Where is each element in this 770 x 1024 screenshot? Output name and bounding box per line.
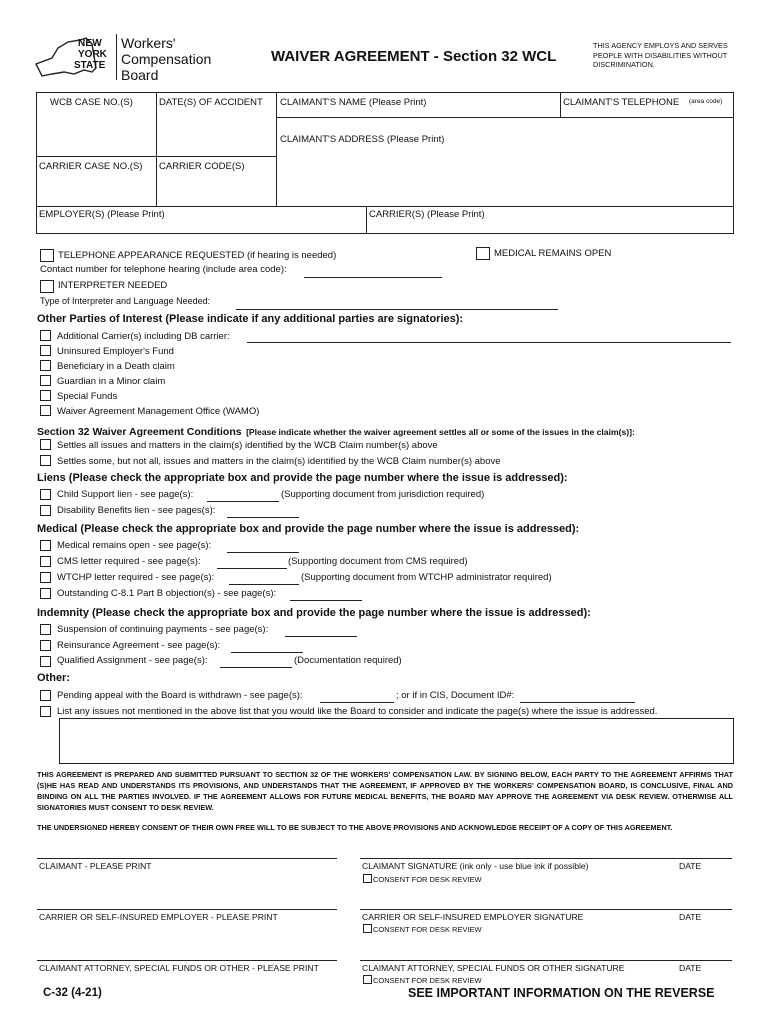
db-carrier-input[interactable]	[247, 342, 731, 343]
other-party-label-6: Waiver Agreement Management Office (WAMO)	[57, 406, 260, 417]
cis-document-input[interactable]	[520, 702, 635, 703]
child-support-page-input[interactable]	[207, 501, 279, 502]
attorney-signature-line[interactable]	[360, 960, 732, 961]
claimant-desk-review-checkbox[interactable]	[363, 874, 372, 883]
nys-logo	[34, 34, 116, 82]
carrier-date-label: DATE	[679, 912, 702, 922]
consent-paragraph: THE UNDERSIGNED HEREBY CONSENT OF THEIR OWN FREE WILL TO BE SUBJECT TO THE ABOVE PROVISIONS AND ACKNOWLEDGE RECEIPT OF A COPY OF THIS AGREEMENT.	[37, 823, 673, 832]
disability-lien-label: Disability Benefits lien - see pages(s):	[57, 505, 216, 516]
telephone-appearance-label: TELEPHONE APPEARANCE REQUESTED (if hearing is needed)	[58, 250, 337, 261]
wtchp-letter-note: (Supporting document from WTCHP administrator required)	[301, 572, 552, 583]
settles-all-checkbox[interactable]	[40, 439, 51, 450]
pending-appeal-label: Pending appeal with the Board is withdrawn - see page(s):	[57, 690, 303, 701]
attorney-desk-review-label: CONSENT FOR DESK REVIEW	[373, 976, 482, 985]
top-table	[36, 92, 734, 234]
date-accident-label: DATE(S) OF ACCIDENT	[159, 97, 263, 108]
other-party-checkbox-3[interactable]	[40, 360, 51, 371]
legal-paragraph: THIS AGREEMENT IS PREPARED AND SUBMITTED PURSUANT TO SECTION 32 OF THE WORKERS' COMPENSATION LAW. BY SIGNING BELOW, EACH PARTY TO THE AGREEMENT AFFIRMS THAT (S)HE HAS READ AND UNDERSTANDS ITS PROVISIONS, AND UNDERSTANDS THAT THE AGREEMENT, IF APPROVED BY THE WORKERS' COMPENSATION BOARD, IS CONCLUSIVE, FINAL AND BINDING ON ALL THE PARTIES INVOLVED. IF THE AGREEMENT ALLOWS FOR FUTURE MEDICAL BENEFITS, THE BOARD MAY APPROVE THE AGREEMENT VIA DESK REVIEW. OTHERWISE ALL SIGNATORIES MUST CONSENT TO DESK REVIEW.	[37, 770, 733, 812]
suspension-page-input[interactable]	[285, 636, 357, 637]
other-party-label-4: Guardian in a Minor claim	[57, 376, 166, 387]
interpreter-checkbox[interactable]	[40, 280, 54, 293]
other-heading: Other:	[37, 672, 70, 684]
claimant-address-field[interactable]	[276, 117, 734, 206]
disability-lien-page-input[interactable]	[227, 517, 299, 518]
claimant-address-label: CLAIMANT'S ADDRESS (Please Print)	[280, 134, 445, 145]
agency-name-line-1: Workers'	[121, 35, 176, 51]
conditions-heading-rest: [Please indicate whether the waiver agreement settles all or some of the issues in the claim(s)]:	[246, 427, 635, 437]
interpreter-type-input[interactable]	[236, 309, 558, 310]
disclaimer-line-3: DISCRIMINATION.	[593, 60, 655, 69]
carrier-code-field[interactable]	[156, 156, 276, 206]
other-party-label-1: Additional Carrier(s) including DB carrier:	[57, 331, 230, 342]
other-parties-heading: Other Parties of Interest (Please indicate if any additional parties are signatories):	[37, 313, 464, 325]
other-party-checkbox-5[interactable]	[40, 390, 51, 401]
suspension-checkbox[interactable]	[40, 624, 51, 635]
qualified-assignment-note: (Documentation required)	[294, 655, 402, 666]
form-number: C-32 (4-21)	[43, 987, 102, 999]
medical-heading: Medical (Please check the appropriate box and provide the page number where the issue is addressed):	[37, 523, 580, 535]
reinsurance-label: Reinsurance Agreement - see page(s):	[57, 640, 221, 651]
agency-name	[121, 35, 211, 83]
carrier-print-label: CARRIER OR SELF-INSURED EMPLOYER - PLEASE PRINT	[39, 912, 278, 922]
reinsurance-checkbox[interactable]	[40, 640, 51, 651]
qualified-assignment-label: Qualified Assignment - see page(s):	[57, 655, 208, 666]
disclaimer-line-1: THIS AGENCY EMPLOYS AND SERVES	[593, 41, 728, 50]
child-support-checkbox[interactable]	[40, 489, 51, 500]
issues-textarea[interactable]	[59, 718, 734, 764]
carrier-field[interactable]	[366, 206, 734, 234]
c81-objection-checkbox[interactable]	[40, 588, 51, 599]
c81-objection-page-input[interactable]	[290, 600, 362, 601]
wtchp-letter-page-input[interactable]	[229, 584, 299, 585]
reinsurance-page-input[interactable]	[231, 652, 303, 653]
attorney-signature-label: CLAIMANT ATTORNEY, SPECIAL FUNDS OR OTHER SIGNATURE	[362, 963, 625, 973]
indemnity-heading: Indemnity (Please check the appropriate box and provide the page number where the issue is addressed):	[37, 607, 591, 619]
logo-line-2: YORK	[78, 49, 107, 60]
medical-open-page-checkbox[interactable]	[40, 540, 51, 551]
claimant-signature-label: CLAIMANT SIGNATURE (ink only - use blue ink if possible)	[362, 861, 589, 871]
cms-letter-note: (Supporting document from CMS required)	[288, 556, 468, 567]
liens-heading: Liens (Please check the appropriate box and provide the page number where the issue is addressed):	[37, 472, 568, 484]
carrier-label: CARRIER(S) (Please Print)	[369, 209, 485, 220]
employer-label: EMPLOYER(S) (Please Print)	[39, 209, 165, 220]
carrier-case-field[interactable]	[36, 156, 156, 206]
claimant-phone-field[interactable]	[560, 92, 734, 117]
interpreter-type-label: Type of Interpreter and Language Needed:	[40, 296, 211, 306]
cms-letter-label: CMS letter required - see page(s):	[57, 556, 201, 567]
medical-open-label: MEDICAL REMAINS OPEN	[494, 248, 612, 259]
qualified-assignment-page-input[interactable]	[220, 667, 292, 668]
logo-divider	[116, 34, 117, 80]
employer-field[interactable]	[36, 206, 366, 234]
other-party-label-2: Uninsured Employer's Fund	[57, 346, 174, 357]
wcb-case-field[interactable]	[36, 92, 156, 156]
other-party-label-5: Special Funds	[57, 391, 118, 402]
reverse-note: SEE IMPORTANT INFORMATION ON THE REVERSE	[408, 986, 715, 1000]
child-support-label: Child Support lien - see page(s):	[57, 489, 194, 500]
area-code-label: (area code)	[689, 98, 723, 105]
carrier-signature-label: CARRIER OR SELF-INSURED EMPLOYER SIGNATURE	[362, 912, 584, 922]
other-party-checkbox-4[interactable]	[40, 375, 51, 386]
attorney-date-label: DATE	[679, 963, 702, 973]
other-party-checkbox-2[interactable]	[40, 345, 51, 356]
claimant-signature-line[interactable]	[360, 858, 732, 859]
telephone-appearance-checkbox[interactable]	[40, 249, 54, 262]
child-support-note: (Supporting document from jurisdiction required)	[281, 489, 485, 500]
other-party-label-3: Beneficiary in a Death claim	[57, 361, 175, 372]
logo-line-1: NEW	[78, 38, 102, 49]
agency-name-line-3: Board	[121, 67, 159, 83]
medical-open-checkbox[interactable]	[476, 247, 490, 260]
date-accident-field[interactable]	[156, 92, 276, 156]
medical-open-page-label: Medical remains open - see page(s):	[57, 540, 212, 551]
disclaimer-line-2: PEOPLE WITH DISABILITIES WITHOUT	[593, 50, 728, 60]
wtchp-letter-label: WTCHP letter required - see page(s):	[57, 572, 215, 583]
c81-objection-label: Outstanding C-8.1 Part B objection(s) - see page(s):	[57, 588, 277, 599]
list-issues-label: List any issues not mentioned in the above list that you would like the Board to consider and indicate the page(s) where the issue is addressed.	[57, 706, 658, 717]
cis-document-label: ; or if in CIS, Document ID#:	[396, 690, 515, 701]
carrier-signature-line[interactable]	[360, 909, 732, 910]
attorney-print-line[interactable]	[37, 960, 337, 961]
form-title: WAIVER AGREEMENT - Section 32 WCL	[271, 48, 557, 65]
list-issues-checkbox[interactable]	[40, 706, 51, 717]
disability-lien-checkbox[interactable]	[40, 505, 51, 516]
wtchp-letter-checkbox[interactable]	[40, 572, 51, 583]
carrier-code-label: CARRIER CODE(S)	[159, 161, 245, 172]
other-party-checkbox-1[interactable]	[40, 330, 51, 341]
claimant-name-label: CLAIMANT'S NAME (Please Print)	[280, 97, 427, 108]
claimant-print-line[interactable]	[37, 858, 337, 859]
interpreter-label: INTERPRETER NEEDED	[58, 280, 168, 291]
cms-letter-checkbox[interactable]	[40, 556, 51, 567]
claimant-desk-review-label: CONSENT FOR DESK REVIEW	[373, 875, 482, 884]
conditions-heading	[37, 422, 635, 440]
cms-letter-page-input[interactable]	[217, 568, 287, 569]
wcb-case-label: WCB CASE NO.(S)	[50, 97, 133, 108]
claimant-name-field[interactable]	[276, 92, 560, 117]
agency-name-line-2: Compensation	[121, 51, 212, 67]
claimant-phone-label: CLAIMANT'S TELEPHONE	[563, 97, 680, 108]
claimant-print-label: CLAIMANT - PLEASE PRINT	[39, 861, 152, 871]
carrier-print-line[interactable]	[37, 909, 337, 910]
qualified-assignment-checkbox[interactable]	[40, 656, 51, 667]
carrier-desk-review-checkbox[interactable]	[363, 924, 372, 933]
contact-number-label: Contact number for telephone hearing (include area code):	[40, 264, 287, 275]
logo-line-3: STATE	[74, 60, 106, 71]
disclaimer	[593, 41, 728, 70]
conditions-heading-bold: Section 32 Waiver Agreement Conditions	[37, 426, 242, 438]
pending-appeal-page-input[interactable]	[320, 702, 394, 703]
carrier-desk-review-label: CONSENT FOR DESK REVIEW	[373, 925, 482, 934]
pending-appeal-checkbox[interactable]	[40, 690, 51, 701]
settles-some-checkbox[interactable]	[40, 455, 51, 466]
settles-some-label: Settles some, but not all, issues and matters in the claim(s) identified by the WCB Claim number(s) above	[57, 456, 501, 467]
contact-number-input[interactable]	[304, 277, 442, 278]
settles-all-label: Settles all issues and matters in the claim(s) identified by the WCB Claim number(s) above	[57, 440, 438, 451]
attorney-print-label: CLAIMANT ATTORNEY, SPECIAL FUNDS OR OTHER - PLEASE PRINT	[39, 963, 319, 973]
suspension-label: Suspension of continuing payments - see page(s):	[57, 624, 269, 635]
claimant-date-label: DATE	[679, 861, 702, 871]
carrier-case-label: CARRIER CASE NO.(S)	[39, 161, 143, 172]
attorney-desk-review-checkbox[interactable]	[363, 975, 372, 984]
other-party-checkbox-6[interactable]	[40, 405, 51, 416]
medical-open-page-input[interactable]	[227, 552, 299, 553]
